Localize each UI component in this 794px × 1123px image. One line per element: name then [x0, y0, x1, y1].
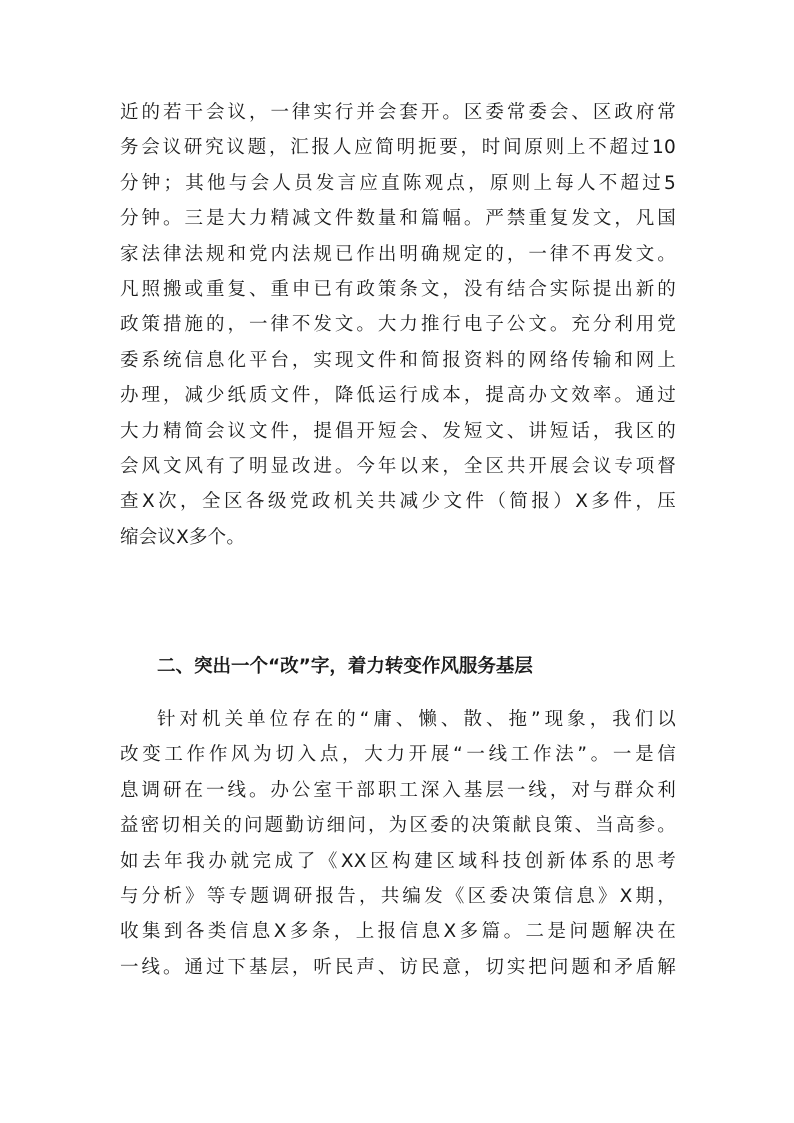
paragraph-line: 一线。通过下基层，听民声、访民意，切实把问题和矛盾解	[120, 956, 676, 978]
paragraph-line: 益密切相关的问题勤访细问，为区委的决策献良策、当高参。	[120, 815, 676, 837]
paragraph-line: 家法律法规和党内法规已作出明确规定的，一律不再发文。	[120, 243, 676, 265]
paragraph-line: 与分析》等专题调研报告，共编发《区委决策信息》X期，	[120, 885, 676, 907]
paragraph-line: 办理，减少纸质文件，降低运行成本，提高办文效率。通过	[120, 385, 676, 407]
paragraph-line: 息调研在一线。办公室干部职工深入基层一线，对与群众利	[120, 779, 676, 801]
paragraph-line: 缩会议X多个。	[120, 526, 246, 548]
paragraph-line: 查X次，全区各级党政机关共减少文件（简报）X多件，压	[120, 491, 676, 513]
paragraph-line: 分钟。三是大力精减文件数量和篇幅。严禁重复发文，凡国	[120, 208, 676, 230]
paragraph-line: 务会议研究议题，汇报人应简明扼要，时间原则上不超过10	[120, 137, 676, 159]
paragraph-line: 针对机关单位存在的“庸、懒、散、拖”现象，我们以	[157, 709, 676, 730]
paragraph-line: 近的若干会议，一律实行并会套开。区委常委会、区政府常	[120, 102, 676, 123]
paragraph-line: 分钟；其他与会人员发言应直陈观点，原则上每人不超过5	[120, 172, 676, 194]
paragraph-2	[120, 702, 676, 985]
paragraph-line: 大力精简会议文件，提倡开短会、发短文、讲短话，我区的	[120, 420, 676, 442]
section-heading: 二、突出一个“改”字，着力转变作风服务基层	[157, 656, 533, 677]
paragraph-1	[120, 95, 676, 555]
paragraph-line: 政策措施的，一律不发文。大力推行电子公文。充分利用党	[120, 314, 676, 336]
paragraph-line: 委系统信息化平台，实现文件和简报资料的网络传输和网上	[120, 349, 676, 371]
paragraph-line: 会风文风有了明显改进。今年以来，全区共开展会议专项督	[120, 455, 676, 477]
paragraph-line: 收集到各类信息X多条，上报信息X多篇。二是问题解决在	[120, 921, 676, 943]
paragraph-line: 改变工作作风为切入点，大力开展“一线工作法”。一是信	[120, 744, 676, 766]
paragraph-line: 如去年我办就完成了《XX区构建区域科技创新体系的思考	[120, 850, 676, 872]
paragraph-line: 凡照搬或重复、重申已有政策条文，没有结合实际提出新的	[120, 278, 676, 300]
